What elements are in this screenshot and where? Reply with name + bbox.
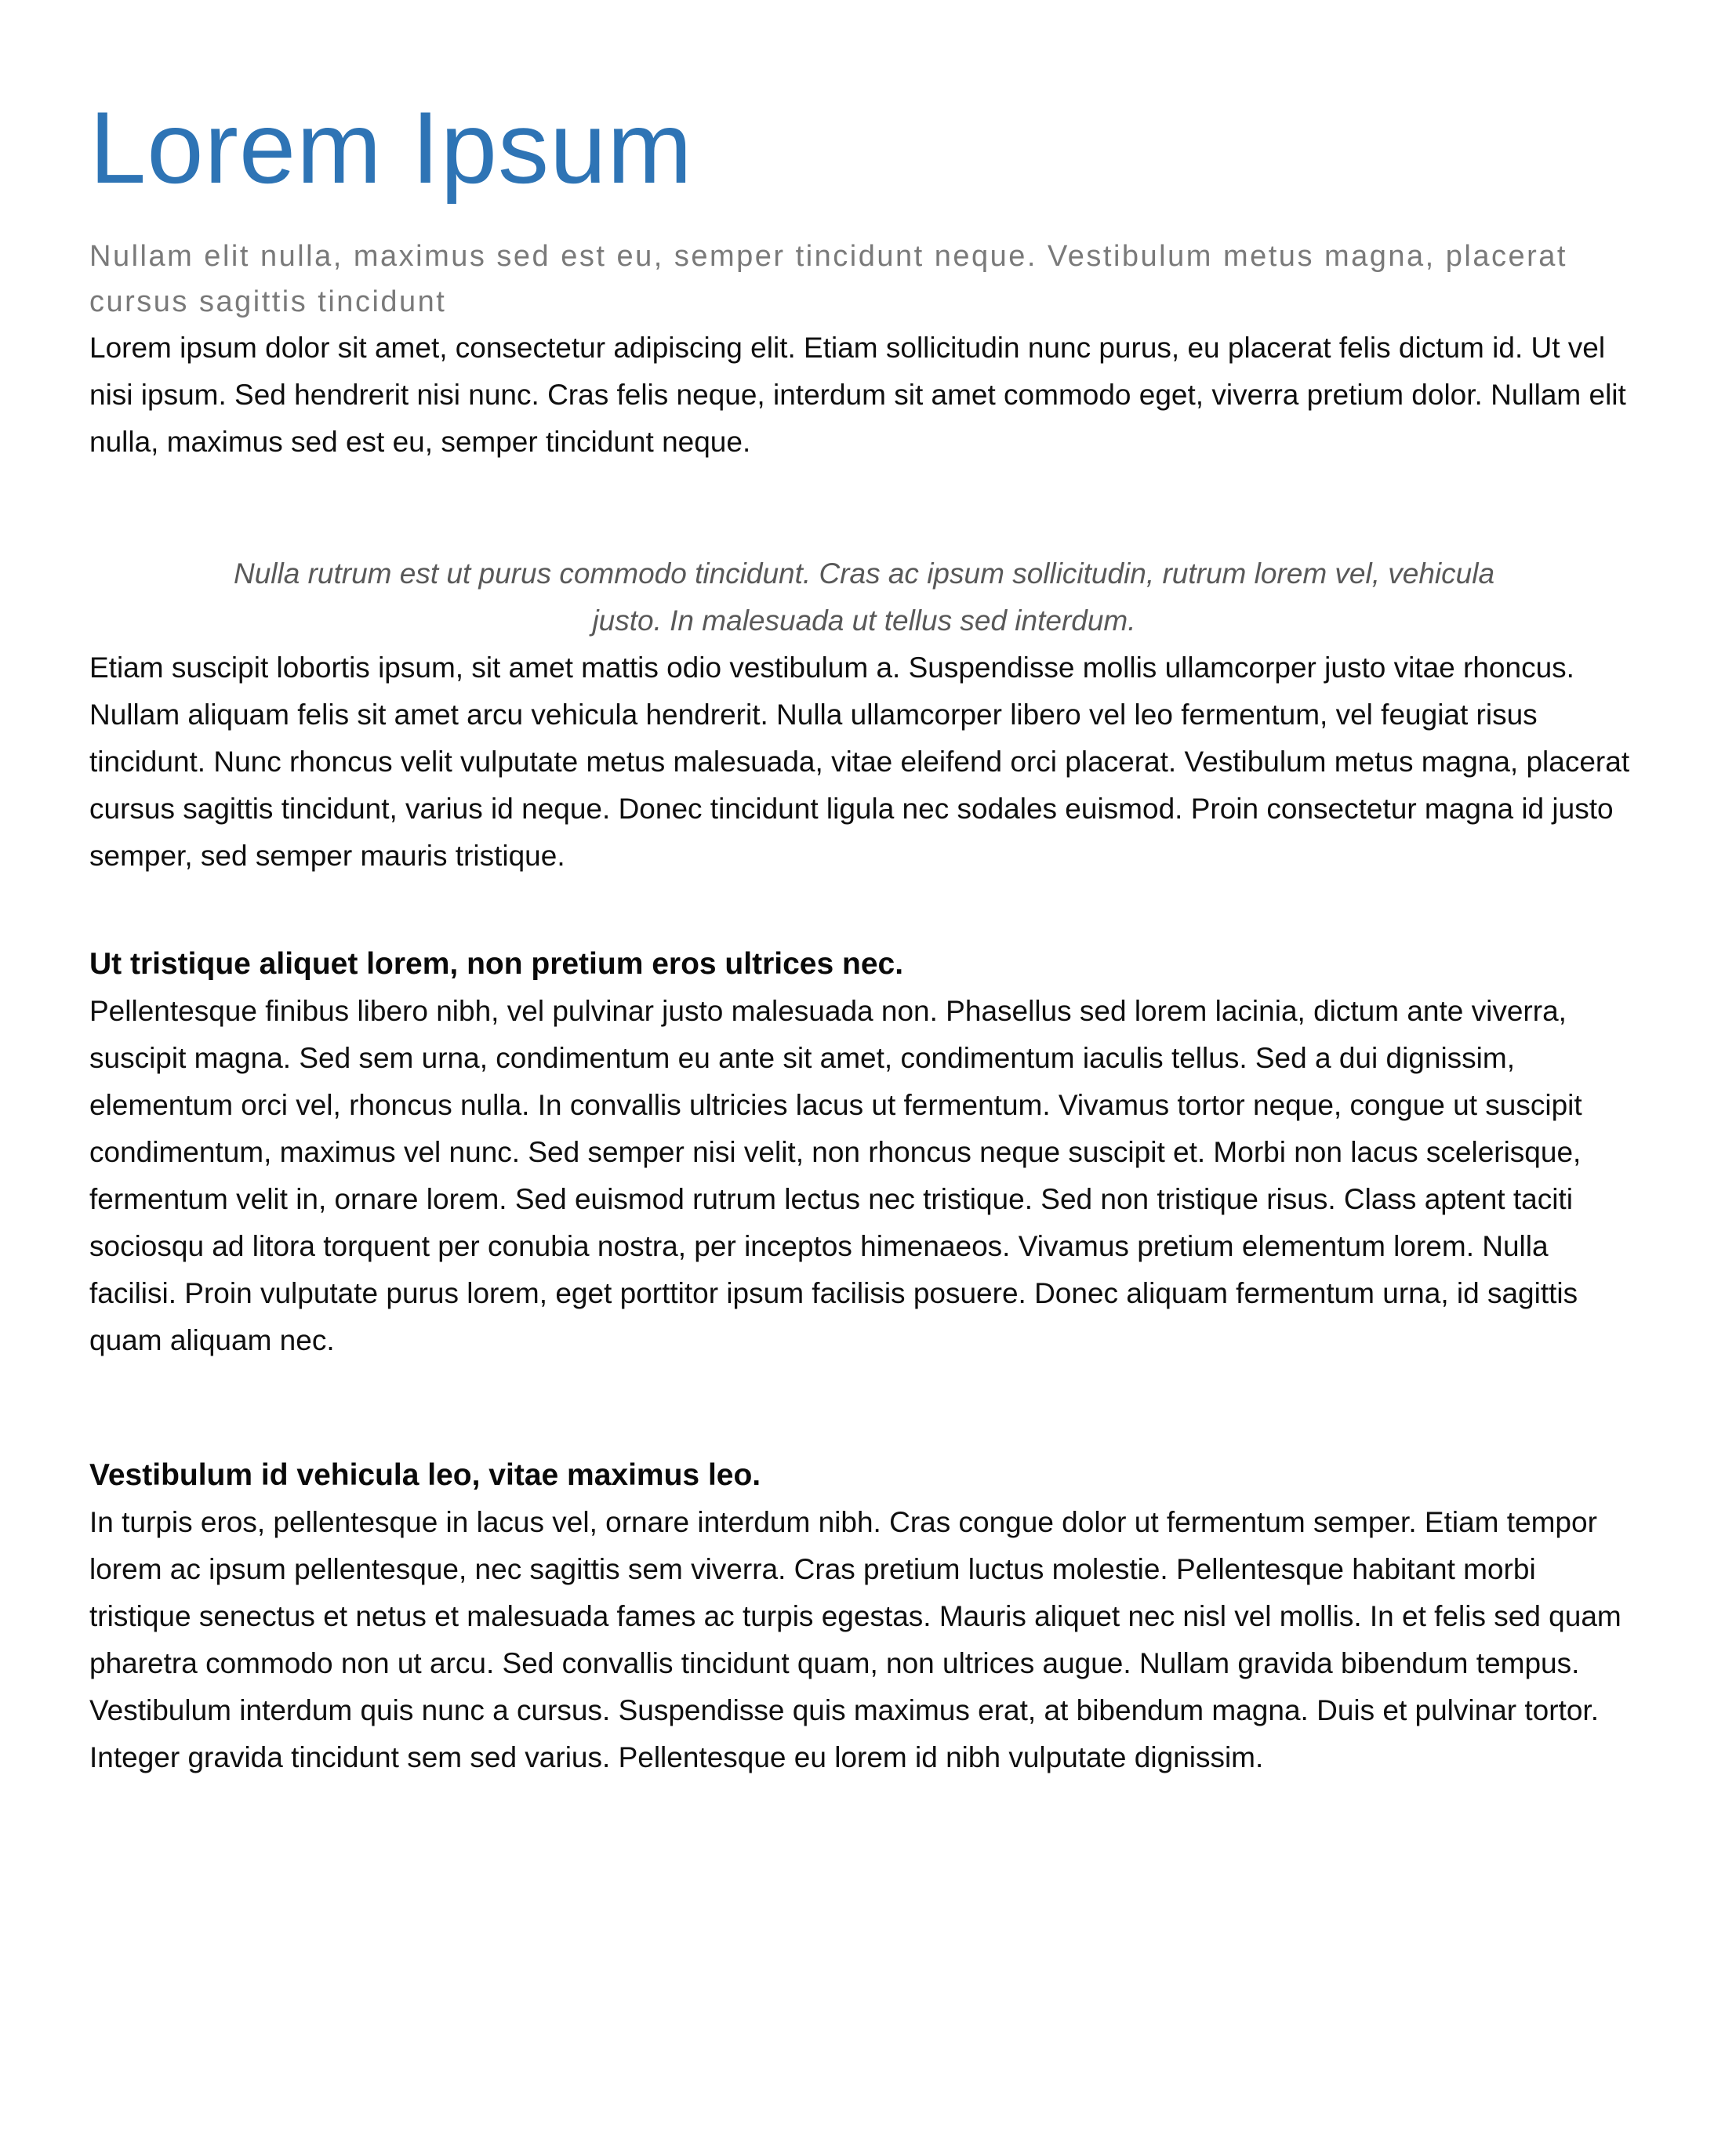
document-title: Lorem Ipsum bbox=[89, 90, 693, 205]
pull-quote: Nulla rutrum est ut purus commodo tincidunt. Cras ac ipsum sollicitudin, rutrum lorem vel, vehicula justo. In malesuada ut tellus sed interdum. bbox=[233, 557, 1495, 637]
second-paragraph: Etiam suscipit lobortis ipsum, sit amet mattis odio vestibulum a. Suspendisse mollis ullamcorper justo vitae rhoncus. Nullam aliquam felis sit amet arcu vehicula hendrerit. Nulla ullamcorper libero vel leo fermentum, vel feugiat risus tincidunt. Nunc rhoncus velit vulputate metus malesuada, vitae eleifend orci placerat. Vestibulum metus magna, placerat cursus sagittis tincidunt, varius id neque. Donec tincidunt ligula nec sodales euismod. Proin consectetur magna id justo semper, sed semper mauris tristique. bbox=[89, 652, 1630, 873]
fourth-paragraph: In turpis eros, pellentesque in lacus vel, ornare interdum nibh. Cras congue dolor ut fermentum semper. Etiam tempor lorem ac ipsum pellentesque, nec sagittis sem viverra. Cras pretium luctus molestie. Pellentesque habitant morbi tristique senectus et netus et malesuada fames ac turpis egestas. Mauris aliquet nec nisl vel mollis. In et felis sed quam pharetra commodo non ut arcu. Sed convallis tincidunt quam, non ultrices augue. Nullam gravida bibendum tempus. Vestibulum interdum quis nunc a cursus. Suspendisse quis maximus erat, at bibendum magna. Duis et pulvinar tortor. Integer gravida tincidunt sem sed varius. Pellentesque eu lorem id nibh vulputate dignissim. bbox=[89, 1506, 1622, 1774]
document-subtitle: Nullam elit nulla, maximus sed est eu, semper tincidunt neque. Vestibulum metus magna, placerat cursus sagittis tincidunt bbox=[89, 240, 1567, 319]
section-heading-2: Vestibulum id vehicula leo, vitae maximus leo. bbox=[89, 1458, 761, 1493]
third-paragraph: Pellentesque finibus libero nibh, vel pulvinar justo malesuada non. Phasellus sed lorem lacinia, dictum ante viverra, suscipit magna. Sed sem urna, condimentum eu ante sit amet, condimentum iaculis tellus. Sed a dui dignissim, elementum orci vel, rhoncus nulla. In convallis ultricies lacus ut fermentum. Vivamus tortor neque, congue ut suscipit condimentum, maximus vel nunc. Sed semper nisi velit, non rhoncus neque suscipit et. Morbi non lacus scelerisque, fermentum velit in, ornare lorem. Sed euismod rutrum lectus nec tristique. Sed non tristique risus. Class aptent taciti sociosqu ad litora torquent per conubia nostra, per inceptos himenaeos. Vivamus pretium elementum lorem. Nulla facilisi. Proin vulputate purus lorem, eget porttitor ipsum facilisis posuere. Donec aliquam fermentum urna, id sagittis quam aliquam nec. bbox=[89, 995, 1582, 1357]
intro-paragraph: Lorem ipsum dolor sit amet, consectetur adipiscing elit. Etiam sollicitudin nunc purus, eu placerat felis dictum id. Ut vel nisi ipsum. Sed hendrerit nisi nunc. Cras felis neque, interdum sit amet commodo eget, viverra pretium dolor. Nullam elit nulla, maximus sed est eu, semper tincidunt neque. bbox=[89, 332, 1626, 459]
section-heading-1: Ut tristique aliquet lorem, non pretium eros ultrices nec. bbox=[89, 947, 904, 982]
